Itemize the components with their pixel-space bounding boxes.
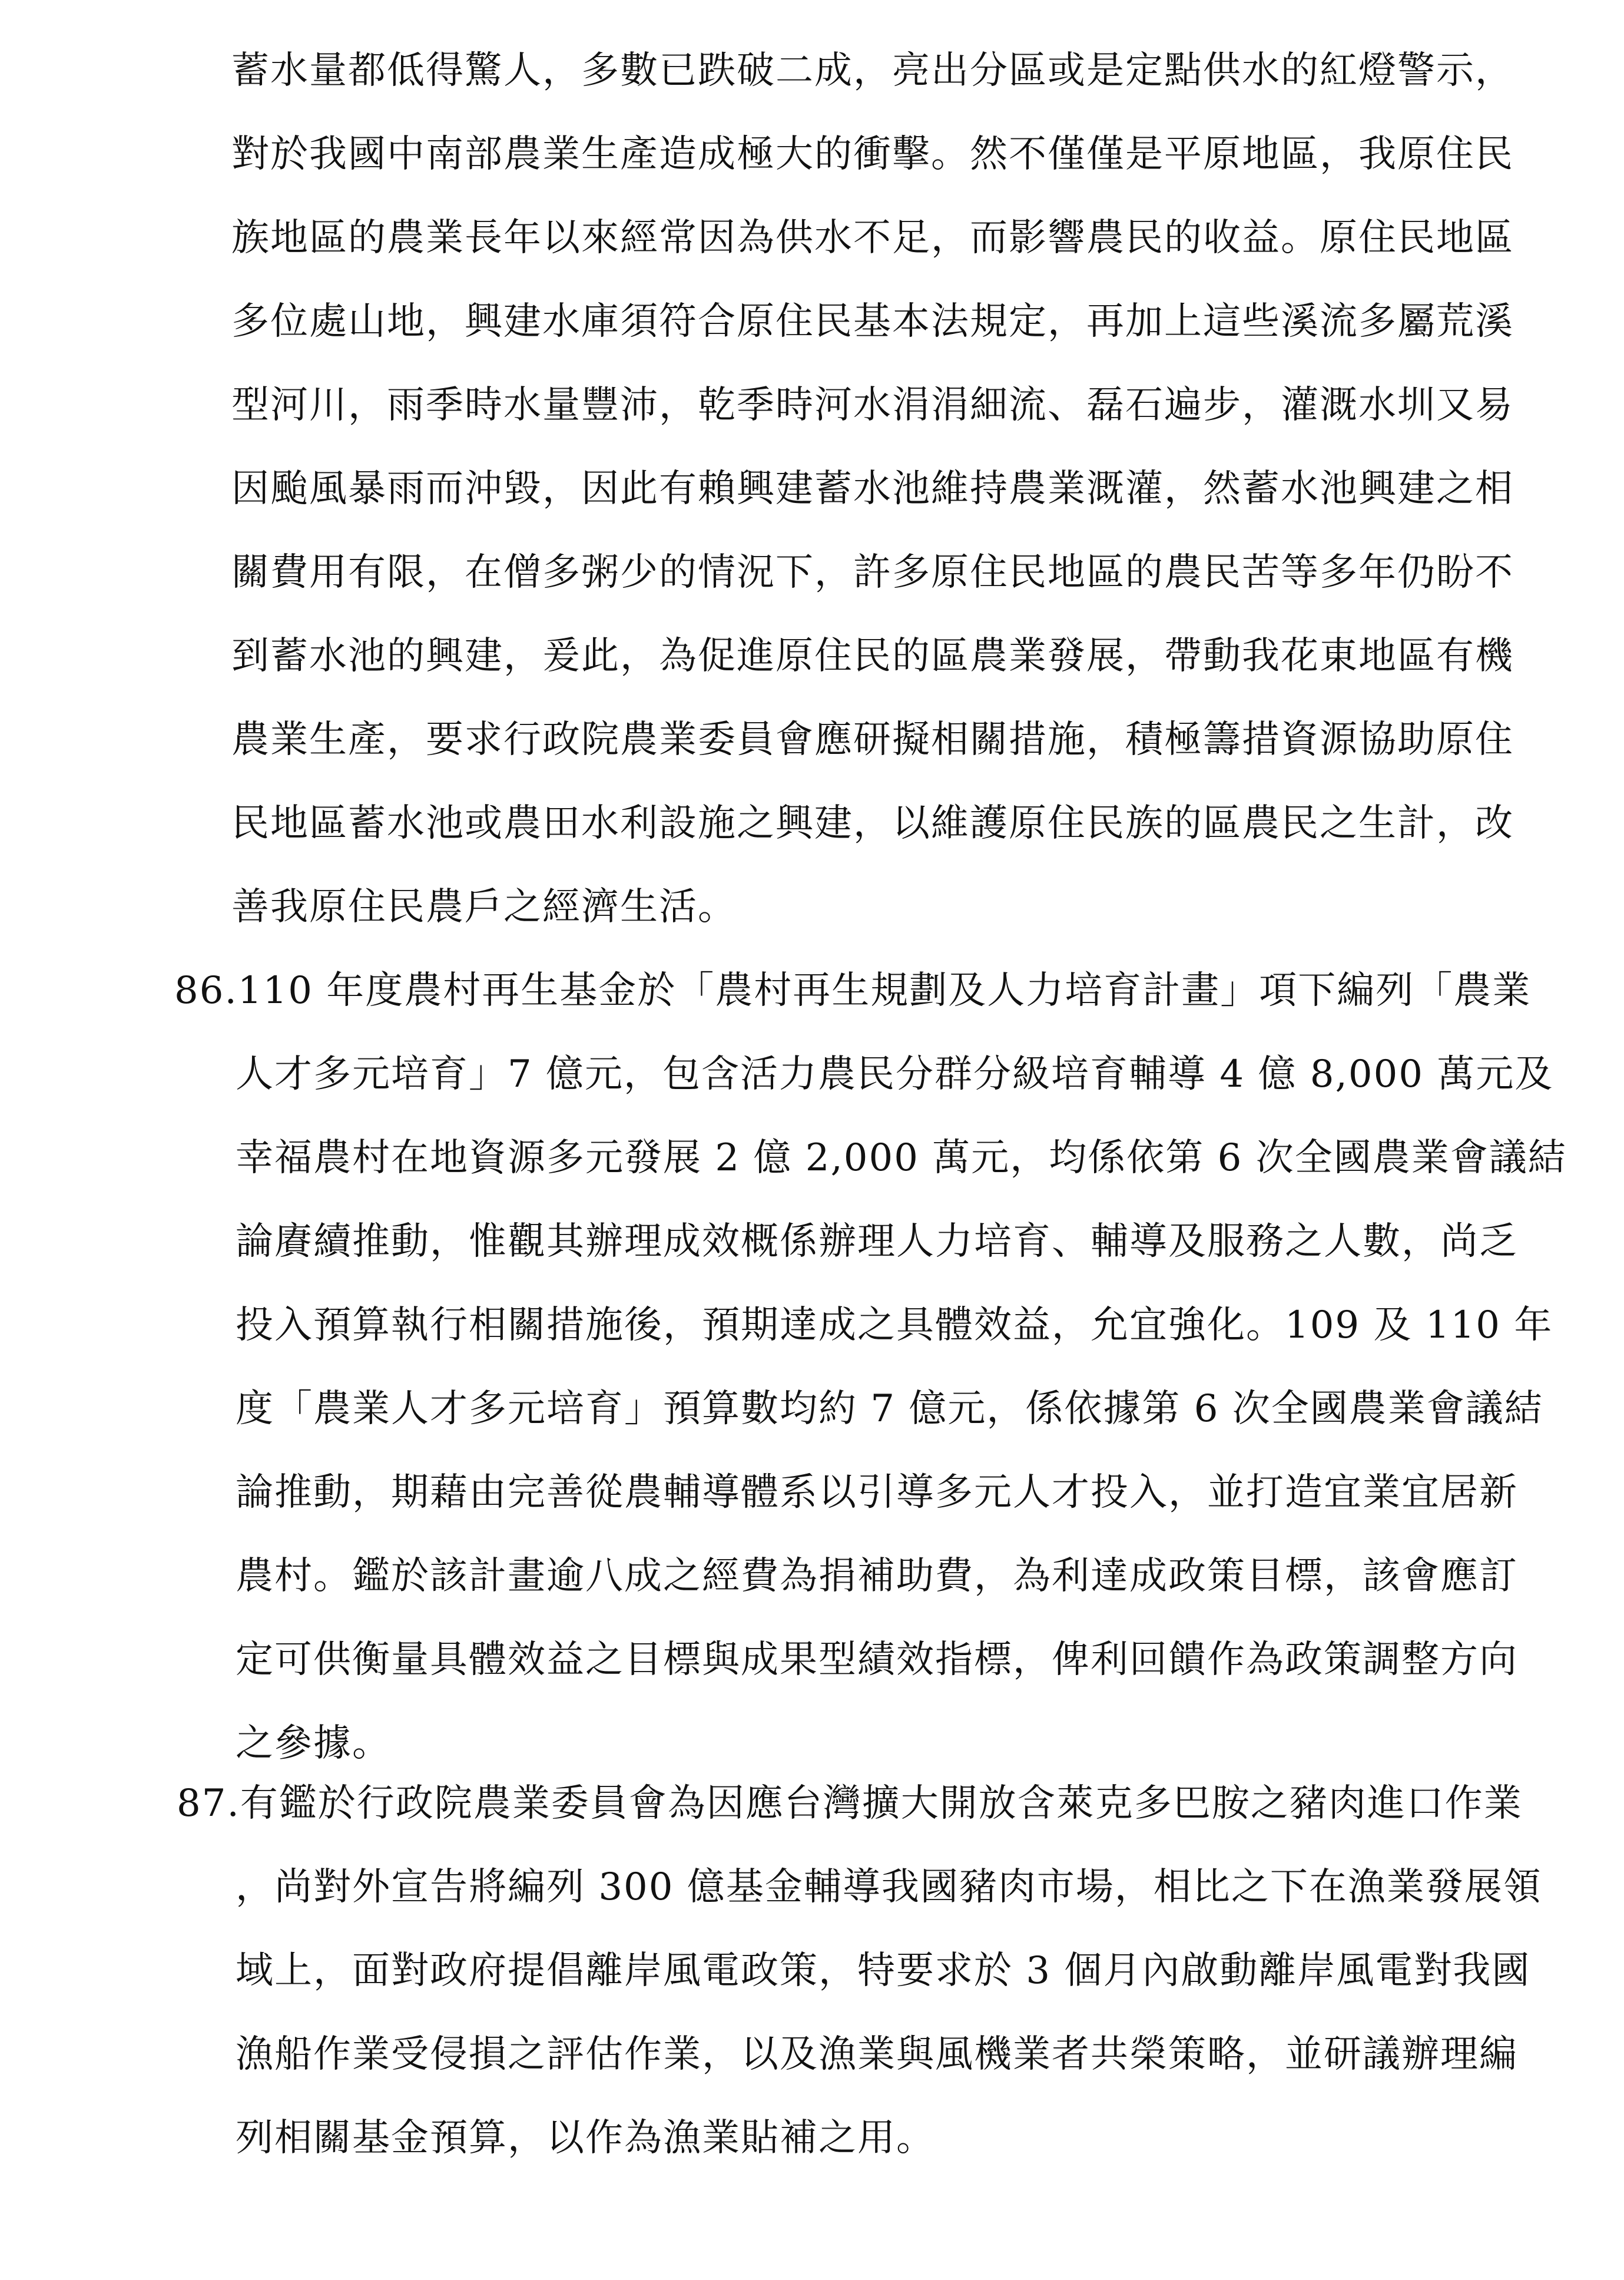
text-line: 民地區蓄水池或農田水利設施之興建，以維護原住民族的區農民之生計，改	[231, 802, 1514, 845]
text-line: 到蓄水池的興建，爰此，為促進原住民的區農業發展，帶動我花東地區有機	[231, 634, 1514, 678]
text-line: 人才多元培育」7 億元，包含活力農民分群分級培育輔導 4 億 8,000 萬元及	[236, 1053, 1554, 1096]
text-line: 之參據。	[236, 1722, 391, 1765]
text-line: 農村。鑑於該計畫逾八成之經費為捐補助費，為利達成政策目標，該會應訂	[236, 1554, 1518, 1598]
text-line: 幸福農村在地資源多元發展 2 億 2,000 萬元，均係依第 6 次全國農業會議結	[236, 1136, 1567, 1180]
text-line: 定可供衡量具體效益之目標與成果型績效指標，俾利回饋作為政策調整方向	[236, 1638, 1518, 1682]
text-line: 列相關基金預算，以作為漁業貼補之用。	[236, 2116, 935, 2160]
text-line: 蓄水量都低得驚人，多數已跌破二成，亮出分區或是定點供水的紅燈警示，	[231, 49, 1514, 92]
text-line: 論賡續推動，惟觀其辦理成效概係辦理人力培育、輔導及服務之人數，尚乏	[236, 1220, 1518, 1263]
text-line: 善我原住民農戶之經濟生活。	[231, 885, 737, 929]
text-line: 多位處山地，興建水庫須符合原住民基本法規定，再加上這些溪流多屬荒溪	[231, 300, 1514, 343]
list-item-86-line: 86.110 年度農村再生基金於「農村再生規劃及人力培育計畫」項下編列「農業	[174, 969, 1532, 1012]
text-line: 論推動，期藉由完善從農輔導體系以引導多元人才投入，並打造宜業宜居新	[236, 1471, 1518, 1514]
list-item-87-line: 87.有鑑於行政院農業委員會為因應台灣擴大開放含萊克多巴胺之豬肉進口作業	[177, 1782, 1523, 1825]
text-line: 域上，面對政府提倡離岸風電政策，特要求於 3 個月內啟動離岸風電對我國	[236, 1949, 1531, 1993]
text-line: 度「農業人才多元培育」預算數均約 7 億元，係依據第 6 次全國農業會議結	[236, 1387, 1543, 1431]
text-line: 對於我國中南部農業生產造成極大的衝擊。然不僅僅是平原地區，我原住民	[231, 133, 1514, 176]
text-line: 型河川，雨季時水量豐沛，乾季時河水涓涓細流、磊石遍步，灌溉水圳又易	[231, 383, 1514, 427]
text-line: 漁船作業受侵損之評估作業，以及漁業與風機業者共榮策略，並研議辦理編	[236, 2033, 1518, 2076]
text-line: 關費用有限，在僧多粥少的情況下，許多原住民地區的農民苦等多年仍盼不	[231, 551, 1514, 594]
text-line: 投入預算執行相關措施後，預期達成之具體效益，允宜強化。109 及 110 年	[236, 1303, 1553, 1347]
text-line: 農業生產，要求行政院農業委員會應研擬相關措施，積極籌措資源協助原住	[231, 718, 1514, 762]
text-line: 因颱風暴雨而沖毀，因此有賴興建蓄水池維持農業溉灌，然蓄水池興建之相	[231, 467, 1514, 511]
text-line: 族地區的農業長年以來經常因為供水不足，而影響農民的收益。原住民地區	[231, 216, 1514, 260]
text-line: ，尚對外宣告將編列 300 億基金輔導我國豬肉市場，相比之下在漁業發展領	[236, 1865, 1542, 1909]
